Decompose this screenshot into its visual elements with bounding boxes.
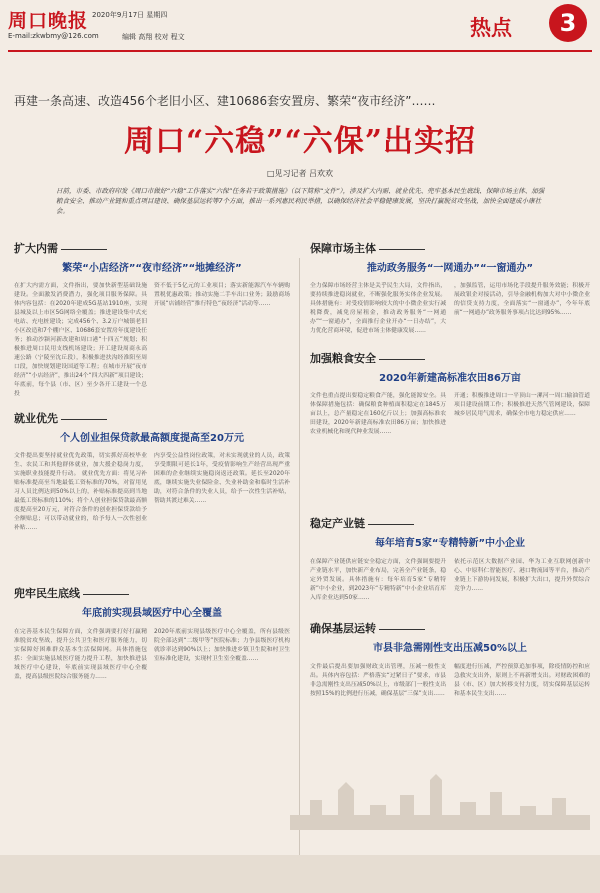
section-body-column: 资不低于5亿元的工业项目；落实新能源汽车车辆购置税优惠政策；推动实施二手车出口业务；鼓励商场开展“店铺经营”推行特色“夜经济”活动等…… [154, 283, 290, 307]
section-subtitle: 年底前实现县域医疗中心全覆盖 [82, 608, 222, 619]
contact-email: E-mail:zkwbmy@126.com [8, 32, 99, 40]
section-title: 加强粮食安全 [310, 350, 590, 366]
newspaper-logo: 周口晚报 [8, 10, 89, 32]
section-body-column: 在扩大内需方面，文件指出，要加快新型基础设施建设。全面激发消费潜力，强化项目服务保障。具体内容包括：在2020年建成5G基站1910座，实现县城及以上市区5G网络全覆盖；推进建设集中式充电站、充电桩建设；完成456个、3.2万户城镇老旧小区改造和7个棚户区、10686套安置房年度建设任务；推动沙颍河新改建和周口港“十四五”规划；积极推进周口民用支线机场建设；开工建设周商永高速公路（宁陵至沈丘段），积极推进扶沟经淮阳至周口段，加快规划建设国道等工程；在城市开展“夜市经济”“小店经济”，推出24个“四大四新”项目建设；年底前，每个县（市、区）至少各开工建设一个总投 [14, 283, 147, 397]
section-body-column: 文件也重点提出要稳定粮食产能，强化能源安全。具体保障措施包括：确保粮食种植面积稳定在1845万亩以上，总产量稳定在160亿斤以上；加强高标准农田建设，2020年新建高标准农田86万亩；加快推进农业机械化和现代种业发展…… [310, 393, 446, 435]
section-employment [14, 410, 290, 444]
section-title: 就业优先 [14, 410, 290, 426]
section-food-security [310, 350, 590, 384]
section-title: 兜牢民生底线 [14, 585, 290, 601]
section-title: 稳定产业链 [310, 515, 590, 531]
section-livelihood [14, 585, 290, 619]
section-body-column: 内享受公益性岗位政策，对未实现就业的人员，政策享受期限可延长1年，受疫情影响生产经营出现严重困难的企业继续实施稳岗返还政策。延长至2020年底，继续实施失业保险金、失业补助金和临时生活补助，对符合条件的失业人员，给予一次性生活补贴，帮助其渡过难关…… [154, 453, 290, 504]
section-market-entities [310, 240, 590, 274]
issue-date: 2020年9月17日 星期四 [92, 11, 168, 19]
masthead [0, 0, 600, 58]
section-subtitle: 市县非急需刚性支出压减50%以上 [373, 643, 527, 654]
section-industry-chain [310, 515, 590, 549]
section-title: 保障市场主体 [310, 240, 590, 256]
section-expand-demand [14, 240, 290, 274]
section-body-column: 依托示范区大数据产业园、华为工业互联网创新中心、中原科仁智能医疗、港口物流园等平台，推动产业链上下游协同发展，积极扩大出口，提升外贸综合竞争力…… [454, 559, 590, 592]
section-body-column: 文件提出要坚持就业优先政策，切实抓好高校毕业生、农民工和其他群体就业，加大援企稳岗力度，实施职业技能提升行动。 就业优先方面：将见习补贴标准提高至当地最低工资标准的70%，对留用见习人员比例达到50%以上的，补贴标准提高到当地最低工资标准的110%；将个人创业担保贷款最高额度提高至20万元，对符合条件的创业担保贷款给予全额贴息；可以带动就业的，给予每人一次性创业补贴…… [14, 453, 147, 531]
section-body-column: 在完善基本民生保障方面，文件强调要打好打赢精准脱贫攻坚战，提升公共卫生和医疗服务能力，切实保障好困难群众基本生活保障网。具体措施包括：全面实施县域医疗能力提升工程，加快推进县域医疗中心建设，年底前实现县域医疗中心全覆盖，提高县级医院综合服务能力…… [14, 629, 147, 680]
article-lead: 日前，市委、市政府印发《周口市做好“六稳”工作落实“六保”任务若干政策措施》（以下简称“文件”），涉及扩大内需、就业优先、兜牢基本民生底线、保障市场主体、加强粮食安全、推动产业链和重点项目建设、确保基层运转等7个方面，推出一系列惠民利民举措，以确保经济社会平稳健康发展，坚决打赢脱贫攻坚战，加快全面建成小康社会。 [56, 187, 545, 215]
section-body-column: 2020年底前实现县级医疗中心全覆盖，所有县级医院全部达到“二级甲等”医院标准；力争县级医疗机构就诊率达到90%以上；加快推进乡镇卫生院和村卫生室标准化建设，实现村卫生室全覆盖…… [154, 629, 290, 662]
section-title: 确保基层运转 [310, 620, 590, 636]
section-grassroots [310, 620, 590, 654]
section-body-column: 全力保障市场经营主体是关乎民生大局，文件指出，要持续推进稳岗就业，不断强化服务实体企业发展。具体措施有：对受疫情影响较大的中小微企业实行减税降费，减免房屋租金，推动政务服务“一网通办”“一窗通办”，全面推行企业开办“一日办结”，大力优化营商环境，促进市场主体健康发展…… [310, 283, 446, 334]
section-subtitle: 繁荣“小店经济”“夜市经济”“地摊经济” [62, 263, 242, 274]
section-subtitle: 推动政务服务“一网通办”“一窗通办” [366, 263, 534, 274]
section-body-column: 文件最后提出要加强财政支出管理，压减一般性支出。具体内容包括：严格落实“过紧日子”要求，市县非急需刚性支出压减50%以上，市级部门一般性支出按照15%的比例进行压减，确保基层“三保”支出…… [310, 664, 446, 697]
header-rule [8, 50, 592, 52]
section-title: 扩大内需 [14, 240, 290, 256]
section-subtitle: 每年培育5家“专精特新”中小企业 [374, 538, 526, 549]
section-body-column: ，加强监管，运用市场化手段提升服务效能；积极开展政银企对接活动，引导金融机构加大对中小微企业的信贷支持力度，全面落实“一窗通办”，今年年底前“一网通办”政务服务事项占比达到95%…… [454, 283, 590, 316]
column-divider [299, 258, 300, 858]
section-body-column: 开通；积极推进周口一平顶山一漯河一周口输油管道项目建设前期工作；积极推进天然气管网建设，保障城乡居民用气需求，确保全市电力稳定供应…… [454, 393, 590, 417]
city-skyline-illustration [290, 770, 590, 830]
editor-credits: 编辑 高翔 校对 程文 [122, 33, 185, 41]
article-byline: □见习记者 吕欢欢 [266, 169, 334, 178]
footer-band [0, 855, 600, 893]
page-number: 3 [549, 4, 587, 42]
article-headline: 周口“六稳”“六保”出实招 [123, 124, 477, 159]
section-body-column: 在保障产业链供应链安全稳定方面，文件强调要提升产业链水平，加快新产业布局，完善全产业链条，稳定外贸发展。具体措施有：每年培育5家“专精特新”中小企业，到2023年“专精特新”中小企业培育库入库企业达到50家…… [310, 559, 446, 601]
article-kicker: 再建一条高速、改造456个老旧小区、建10686套安置房、繁荣“夜市经济”…… [14, 94, 436, 108]
section-body-column: 幅度进行压减，严控预算追加事项，除疫情防控和应急救灾支出外，原则上不再新增支出。对财政困难的县（市、区）加大转移支付力度，切实保障基层运转和基本民生支出…… [454, 664, 590, 697]
section-label: 热点 [470, 15, 512, 40]
section-subtitle: 个人创业担保贷款最高额度提高至20万元 [60, 433, 244, 444]
section-subtitle: 2020年新建高标准农田86万亩 [379, 373, 521, 384]
